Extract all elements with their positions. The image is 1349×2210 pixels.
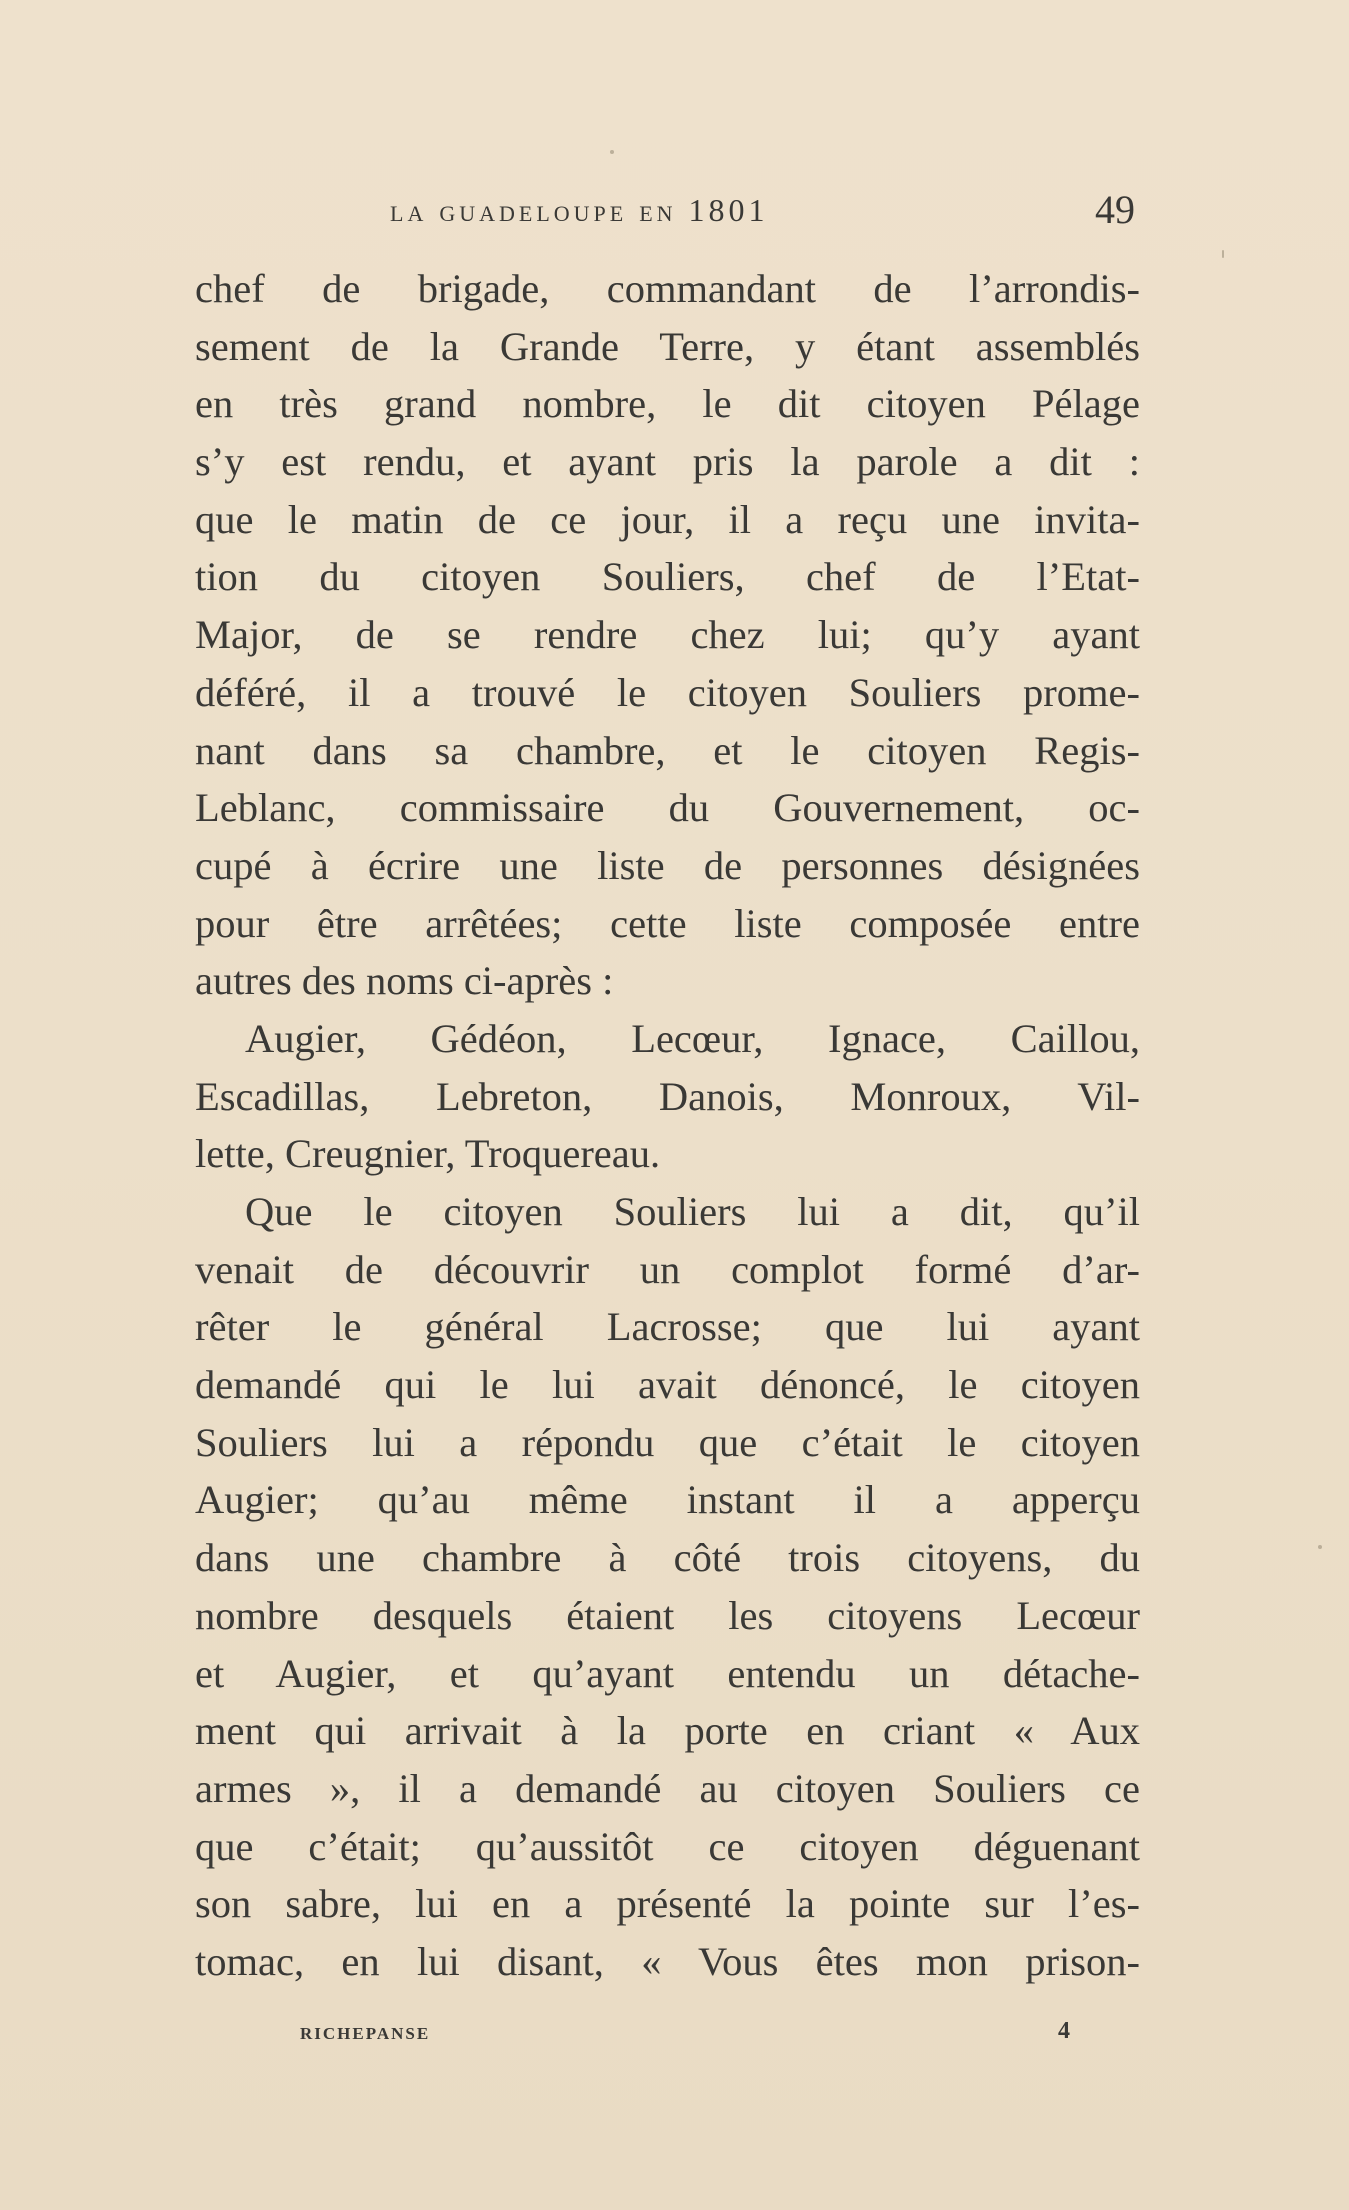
text-line: dans une chambre à côté trois citoyens, du [195, 1535, 1140, 1581]
body-text [195, 260, 1140, 1991]
text-line: nant dans sa chambre, et le citoyen Regis- [195, 727, 1140, 773]
text-line: en très grand nombre, le dit citoyen Pélage [195, 381, 1140, 427]
text-line: Que le citoyen Souliers lui a dit, qu’il [245, 1189, 1140, 1234]
text-line: et Augier, et qu’ayant entendu un détache- [195, 1650, 1140, 1696]
text-line: rêter le général Lacrosse; que lui ayant [195, 1304, 1140, 1350]
text-line: pour être arrêtées; cette liste composée entre [195, 900, 1140, 946]
text-line: armes », il a demandé au citoyen Souliers ce [195, 1765, 1140, 1811]
text-line: tomac, en lui disant, « Vous êtes mon prison- [195, 1938, 1140, 1984]
text-line: déféré, il a trouvé le citoyen Souliers prome- [195, 669, 1140, 715]
running-head-title: la guadeloupe en 1801 [390, 192, 769, 228]
text-line: nombre desquels étaient les citoyens Lecœur [195, 1592, 1140, 1638]
text-line: Major, de se rendre chez lui; qu’y ayant [195, 612, 1140, 658]
text-line: autres des noms ci-après : [195, 958, 614, 1004]
text-line: que le matin de ce jour, il a reçu une invita- [195, 496, 1140, 542]
text-line: que c’était; qu’aussitôt ce citoyen déguenant [195, 1823, 1140, 1869]
text-line: s’y est rendu, et ayant pris la parole a dit : [195, 439, 1140, 485]
text-line: Souliers lui a répondu que c’était le citoyen [195, 1419, 1140, 1465]
text-line: Leblanc, commissaire du Gouvernement, oc- [195, 785, 1140, 831]
signature-mark: RICHEPANSE [300, 2024, 431, 2043]
paper-speck [610, 150, 614, 154]
page-number: 49 [1095, 187, 1135, 232]
text-line: lette, Creugnier, Troquereau. [195, 1131, 661, 1177]
running-head [190, 180, 1135, 240]
text-line: Augier, Gédéon, Lecœur, Ignace, Caillou, [245, 1015, 1140, 1061]
paper-speck [1318, 1545, 1322, 1549]
text-line: venait de découvrir un complot formé d’ar- [195, 1246, 1140, 1292]
text-line: ment qui arrivait à la porte en criant « Aux [195, 1708, 1140, 1754]
text-line: cupé à écrire une liste de personnes désignées [195, 842, 1140, 888]
page-footer [300, 2018, 1070, 2058]
text-line: tion du citoyen Souliers, chef de l’Etat- [195, 554, 1140, 600]
text-line: son sabre, lui en a présenté la pointe sur l’es- [195, 1881, 1140, 1927]
sheet-number: 4 [1058, 2018, 1070, 2044]
text-line: Escadillas, Lebreton, Danois, Monroux, Vil- [195, 1073, 1140, 1119]
text-line: Augier; qu’au même instant il a apperçu [195, 1477, 1140, 1523]
paper-speck [1222, 250, 1224, 258]
text-line: chef de brigade, commandant de l’arrondis- [195, 266, 1140, 311]
text-line: sement de la Grande Terre, y étant assemblés [195, 323, 1140, 369]
text-line: demandé qui le lui avait dénoncé, le citoyen [195, 1362, 1140, 1408]
